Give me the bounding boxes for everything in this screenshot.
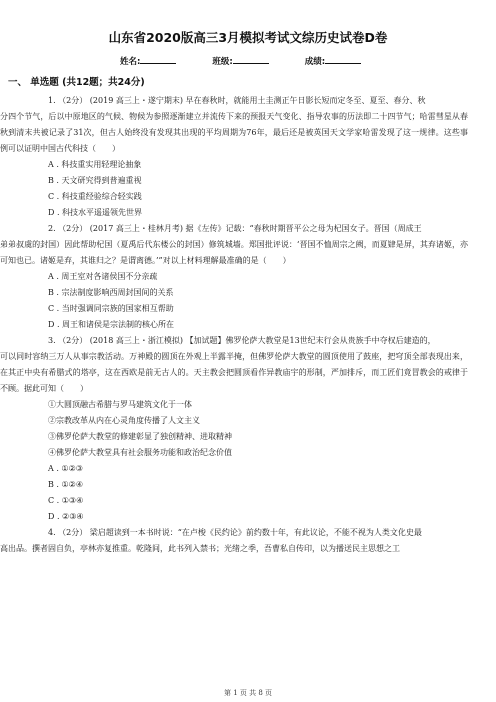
question-3-statement-1: ①大圆顶融古希腊与罗马建筑文化于一体 — [48, 400, 192, 409]
name-label: 姓名: — [120, 57, 141, 67]
question-2-stem-line1: 2. （2分） (2017 高三上・桂林月考) 据《左传》记载：“春秋时期晋平公之母为杞国女子。晋国（周成王 — [48, 224, 422, 233]
page-title: 山东省2020版高三3月模拟考试文综历史试卷D卷 — [108, 30, 388, 45]
question-3-stem-line1: 3. （2分） (2018 高三上・浙江模拟) 【加试题】佛罗伦萨大教堂是13世纪末行会从贵族手中夺权后建造的， — [48, 336, 436, 345]
question-3-statement-2: ②宗教改革从内在心灵角度传播了人文主义 — [48, 416, 200, 425]
question-3-option-b[interactable]: B . ①②④ — [48, 480, 84, 489]
score-label: 成绩: — [304, 57, 326, 67]
question-1-option-c[interactable]: C . 科技重经验综合轻实践 — [48, 192, 142, 201]
question-1-option-d[interactable]: D . 科技水平遥遥领先世界 — [48, 208, 143, 217]
question-2-option-c[interactable]: C . 当时强调同宗族的国家相互帮助 — [48, 304, 174, 313]
question-2-stem: 弟弟叔虞的封国）因此帮助杞国（夏禹后代东楼公的封国）修筑城墙。郑国批评说：‘晋国不恤周宗之阙，而夏肄是屏，其弃诸姬，亦可知也已。诸姬是弃，其谁归之？是谓离德。’”对以上材料理解最准确的是（ ） — [0, 240, 468, 265]
section-heading: 一、 单选题 (共12题；共24分) — [8, 77, 145, 88]
question-2-option-d[interactable]: D . 周王和诸侯是宗法制的核心所在 — [48, 320, 175, 329]
score-blank[interactable] — [325, 54, 361, 64]
question-2-option-a[interactable]: A . 周王室对各诸侯国不分亲疏 — [48, 272, 158, 281]
class-blank[interactable] — [233, 54, 269, 64]
question-3-option-a[interactable]: A . ①②③ — [48, 464, 83, 473]
questions-body — [0, 93, 468, 557]
student-info-line — [120, 54, 361, 67]
question-1-option-a[interactable]: A . 科技重实用轻理论抽象 — [48, 160, 142, 169]
page-footer: 第 1 页 共 8 页 — [223, 689, 273, 697]
name-blank[interactable] — [140, 54, 176, 64]
question-3-option-d[interactable]: D . ②③④ — [48, 512, 84, 521]
question-4-stem: 高出品。撰者固自负，亭林亦复推重。乾隆间，此书列入禁书；光绪之季，吾曹私自传印，以为播送民主思想之工 — [0, 544, 400, 553]
question-3-statement-4: ④佛罗伦萨大教堂具有社会服务功能和政治纪念价值 — [48, 448, 232, 457]
question-1-stem-line1: 1. （2分） (2019 高三上・遂宁期末) 早在春秋时，就能用土圭测正午日影长短而定冬至、夏至、春分、秋 — [48, 96, 426, 105]
question-4-stem-line1: 4. （2分） 梁启超读到一本书时说：“在卢梭《民约论》前约数十年，有此议论，不能不视为人类文化史最 — [48, 528, 422, 537]
question-1-option-b[interactable]: B . 天文研究得到普遍重视 — [48, 176, 142, 185]
class-label: 班级: — [212, 57, 233, 67]
question-3-option-c[interactable]: C . ①③④ — [48, 496, 84, 505]
question-3-statement-3: ③佛罗伦萨大教堂的修建彰显了独创精神、进取精神 — [48, 432, 232, 441]
question-1-stem: 分四个节气，后以中原地区的气候、物候为参照逐渐建立并流传下来的预报天气变化、指导农事的历法即二十四节气；哈雷彗星从春秋到清末共被记录了31次，但古人始终没有发现其出现的平均周期为76年，最后还是被英国天文学家哈雷发现了这一规律。这些事例可以证明中国古代科技（ ） — [0, 112, 468, 153]
question-2-option-b[interactable]: B . 宗法制度影响西周封国间的关系 — [48, 288, 174, 297]
question-3-stem: 可以同时容纳三万人从事宗教活动。万神殿的圆顶在外观上半露半掩，但佛罗伦萨大教堂的圆顶使用了鼓座，把穹顶全部表现出来，在其正中央有希腊式的塔亭，这在西欧是前无古人的。天主教会把圆顶看作异教庙宇的形制，严加排斥，而工匠们竟冒教会的戒律于不顾。据此可知（ ） — [0, 352, 468, 393]
